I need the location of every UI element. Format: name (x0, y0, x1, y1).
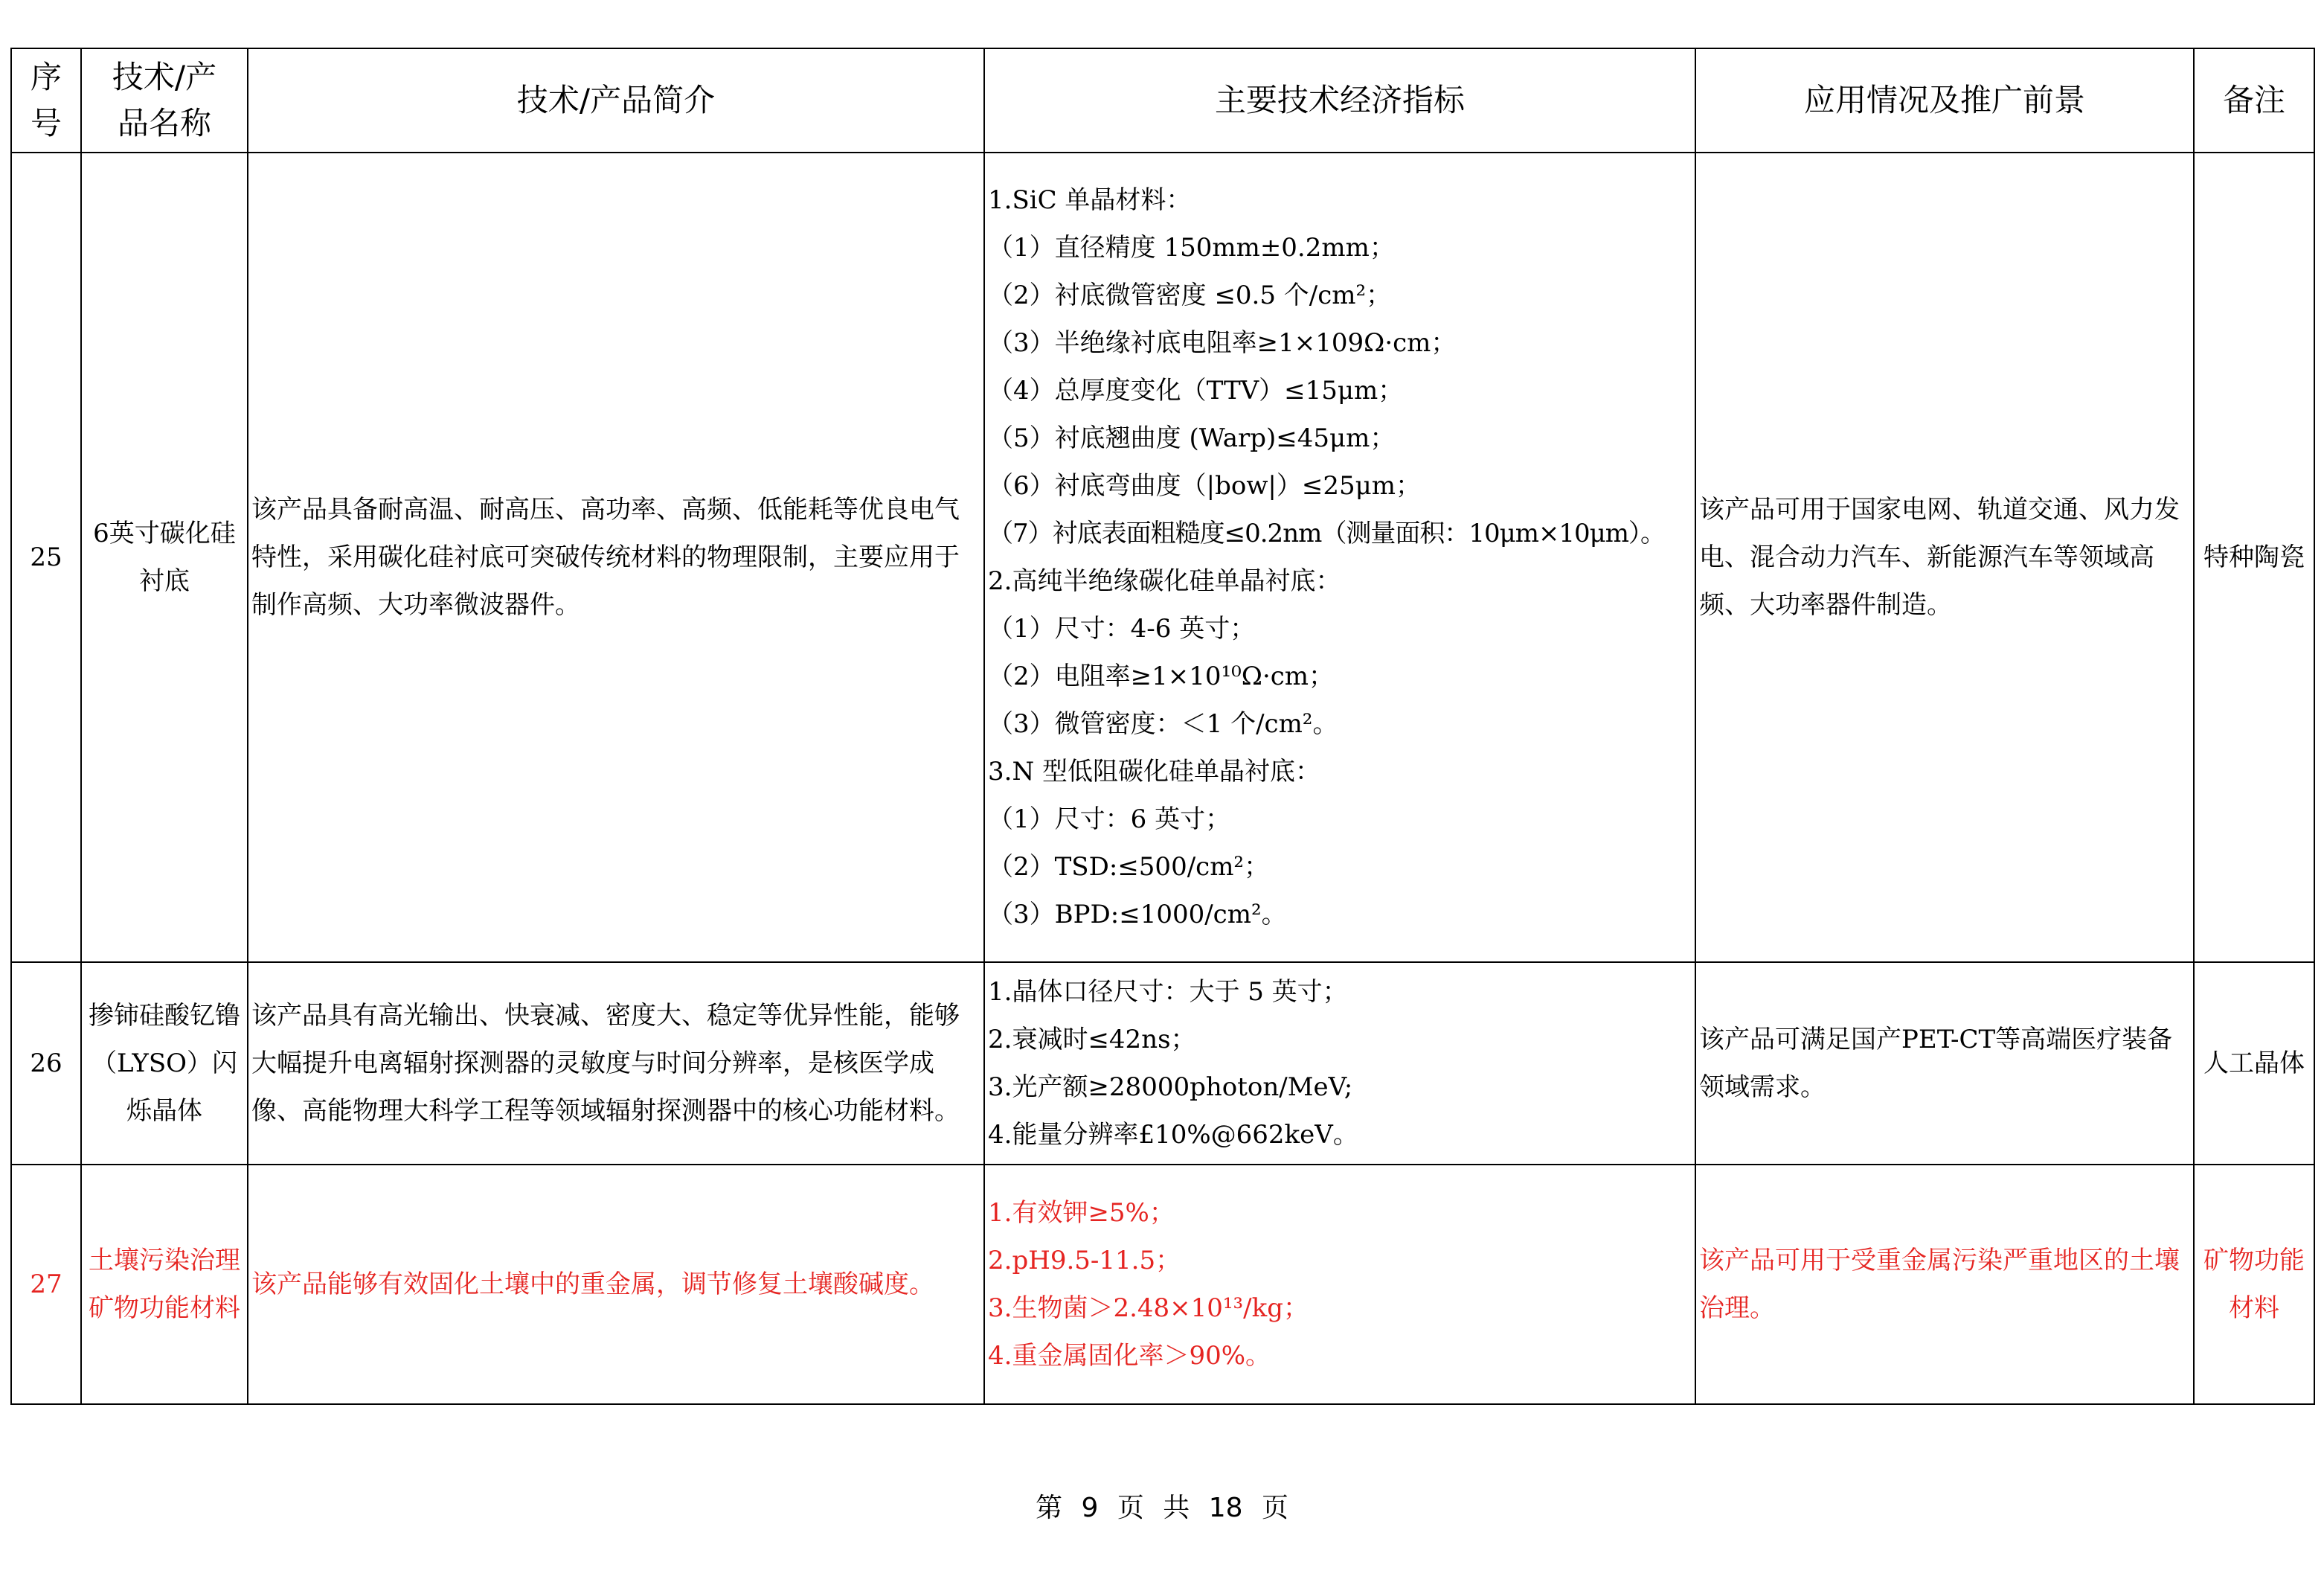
row-intro: 该产品能够有效固化土壤中的重金属，调节修复土壤酸碱度。 (248, 1165, 984, 1404)
row-application: 该产品可用于受重金属污染严重地区的土壤治理。 (1695, 1165, 2194, 1404)
row-application: 该产品可满足国产PET-CT等高端医疗装备领域需求。 (1695, 962, 2194, 1165)
metric-line: 1.SiC 单晶材料： (988, 185, 1192, 215)
header-metrics: 主要技术经济指标 (984, 48, 1695, 153)
table-row (11, 153, 2314, 962)
metric-line: （5）衬底翘曲度 (Warp)≤45μm； (988, 423, 1396, 453)
metric-line: （2）电阻率≥1×10¹⁰Ω·cm； (988, 662, 1335, 691)
row-intro: 该产品具备耐高温、耐高压、高功率、高频、低能耗等优良电气特性，采用碳化硅衬底可突破传统材料的物理限制，主要应用于制作高频、大功率微波器件。 (248, 153, 984, 962)
metric-line: 2.pH9.5-11.5； (988, 1246, 1181, 1275)
metric-line: （1）直径精度 150mm±0.2mm； (988, 233, 1395, 263)
row-seq: 26 (11, 962, 81, 1165)
metric-line: 3.生物菌＞2.48×10¹³/kg； (988, 1293, 1309, 1323)
header-name: 技术/产品名称 (81, 48, 248, 153)
metric-line: 3.N 型低阻碳化硅单晶衬底： (988, 757, 1320, 787)
row-name: 6英寸碳化硅衬底 (81, 153, 248, 962)
table-header-row (11, 48, 2314, 153)
row-intro: 该产品具有高光输出、快衰减、密度大、稳定等优异性能，能够大幅提升电离辐射探测器的灵敏度与时间分辨率，是核医学成像、高能物理大科学工程等领域辐射探测器中的核心功能材料。 (248, 962, 984, 1165)
metric-line: （1）尺寸：6 英寸； (988, 804, 1231, 834)
row-metrics (984, 153, 1695, 962)
row-remark: 特种陶瓷 (2194, 153, 2314, 962)
row-name: 掺铈硅酸钇镥（LYSO）闪烁晶体 (81, 962, 248, 1165)
metric-line: （2）衬底微管密度 ≤0.5 个/cm²； (988, 281, 1392, 310)
metric-line: 4.重金属固化率＞90%。 (988, 1341, 1271, 1371)
table-row (11, 962, 2314, 1165)
metric-line: 2.高纯半绝缘碳化硅单晶衬底： (988, 566, 1341, 596)
header-intro: 技术/产品简介 (248, 48, 984, 153)
metric-line: （6）衬底弯曲度（|bow|）≤25μm； (988, 471, 1421, 501)
header-seq: 序号 (11, 48, 81, 153)
metric-line: 1.有效钾≥5%； (988, 1198, 1175, 1228)
metric-line: 2.衰减时≤42ns； (988, 1025, 1196, 1054)
metric-line: （3）微管密度：＜1 个/cm²。 (988, 709, 1338, 739)
row-metrics (984, 1165, 1695, 1404)
metric-line: （7）衬底表面粗糙度≤0.2nm（测量面积：10μm×10μm）。 (988, 519, 1666, 548)
row-remark: 矿物功能材料 (2194, 1165, 2314, 1404)
page-number-footer: 第 9 页 共 18 页 (1036, 1493, 1288, 1523)
product-table (10, 48, 2315, 1405)
row-seq: 27 (11, 1165, 81, 1404)
metric-line: 4.能量分辨率£10%@662keV。 (988, 1120, 1358, 1150)
header-application: 应用情况及推广前景 (1695, 48, 2194, 153)
row-remark: 人工晶体 (2194, 962, 2314, 1165)
header-remark: 备注 (2194, 48, 2314, 153)
metric-line: （2）TSD:≤500/cm²； (988, 852, 1270, 882)
metric-line: （3）半绝缘衬底电阻率≥1×109Ω·cm； (988, 328, 1457, 358)
row-application: 该产品可用于国家电网、轨道交通、风力发电、混合动力汽车、新能源汽车等领域高频、大功率器件制造。 (1695, 153, 2194, 962)
metric-line: （3）BPD:≤1000/cm²。 (988, 900, 1287, 929)
row-name: 土壤污染治理矿物功能材料 (81, 1165, 248, 1404)
row-seq: 25 (11, 153, 81, 962)
metric-line: 1.晶体口径尺寸：大于 5 英寸； (988, 977, 1348, 1007)
metric-line: 3.光产额≥28000photon/MeV; (988, 1072, 1353, 1102)
metric-line: （1）尺寸：4-6 英寸； (988, 614, 1256, 644)
row-metrics (984, 962, 1695, 1165)
table-row-highlighted (11, 1165, 2314, 1404)
metric-line: （4）总厚度变化（TTV）≤15μm； (988, 376, 1404, 406)
